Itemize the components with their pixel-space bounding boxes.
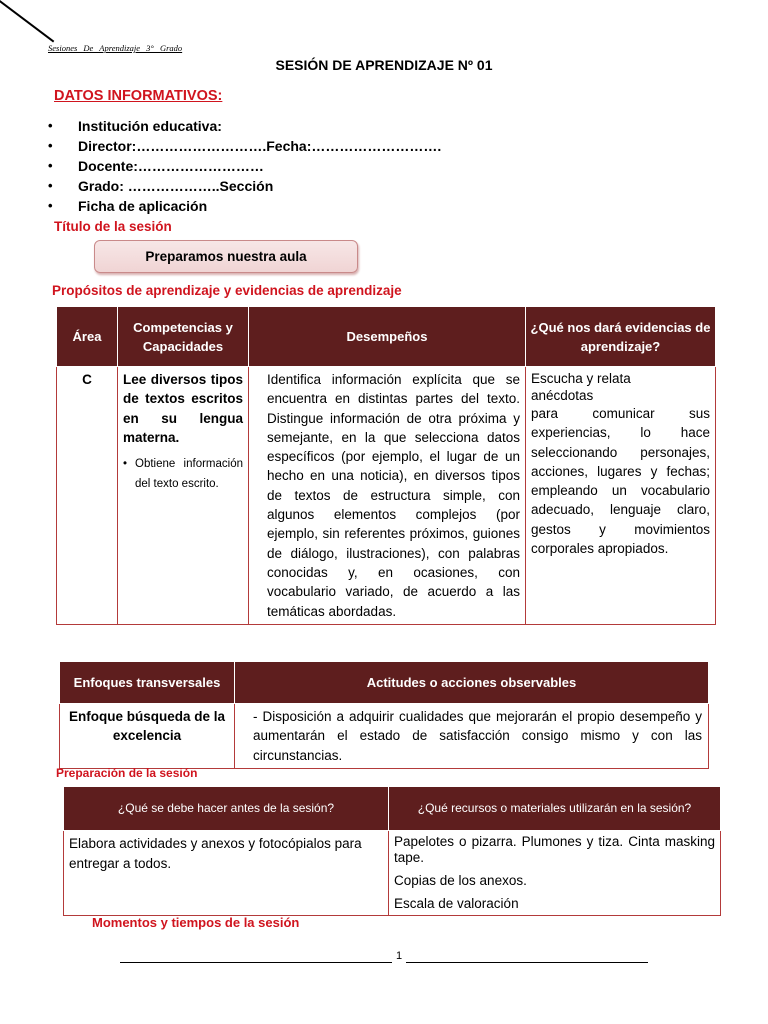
document-title: SESIÓN DE APRENDIZAJE Nº 01 bbox=[275, 57, 493, 73]
bullet-icon: • bbox=[48, 178, 53, 193]
bullet-icon: • bbox=[123, 458, 128, 471]
header-antes: ¿Qué se debe hacer antes de la sesión? bbox=[64, 787, 389, 831]
datos-informativos-heading: DATOS INFORMATIVOS: bbox=[54, 88, 223, 104]
header-recursos: ¿Qué recursos o materiales utilizarán en la sesión? bbox=[389, 787, 721, 831]
enfoques-table bbox=[59, 661, 709, 769]
preparacion-table bbox=[63, 786, 721, 916]
enfoque-cell: Enfoque búsqueda de la excelencia bbox=[60, 704, 235, 769]
datos-item: • Grado: ………………..Sección bbox=[48, 178, 441, 198]
datos-item: • Director:……………………….Fecha:………………………. bbox=[48, 138, 441, 158]
datos-item: • Docente:……………………… bbox=[48, 158, 441, 178]
datos-item: • Institución educativa: bbox=[48, 118, 441, 138]
preparacion-heading: Preparación de la sesión bbox=[56, 766, 198, 780]
propositos-table bbox=[56, 306, 716, 625]
momentos-heading: Momentos y tiempos de la sesión bbox=[92, 915, 300, 930]
evidencia-text: para comunicar sus experiencias, lo hace seleccionando personajes, acciones, lugares y fechas; empleando un vocabulario adecuado, lenguaje claro, gestos y movimientos corporales apropiados. bbox=[531, 406, 710, 557]
bullet-icon: • bbox=[48, 138, 53, 153]
header-actitudes: Actitudes o acciones observables bbox=[235, 662, 709, 704]
evidencias-cell bbox=[526, 367, 716, 625]
bullet-icon: • bbox=[48, 198, 53, 213]
recurso-item: Escala de valoración bbox=[394, 896, 519, 911]
page-number: 1 bbox=[395, 950, 403, 962]
titulo-sesion-label: Título de la sesión bbox=[54, 219, 172, 234]
competencia-text: Lee diversos tipos de textos escritos en su lengua materna. bbox=[123, 372, 243, 445]
footer-rule-right bbox=[406, 950, 648, 963]
recursos-cell bbox=[389, 831, 721, 916]
header-enfoques: Enfoques transversales bbox=[60, 662, 235, 704]
datos-list bbox=[48, 118, 441, 218]
bullet-icon: • bbox=[48, 158, 53, 173]
area-cell: C bbox=[57, 367, 118, 625]
competencias-cell bbox=[118, 367, 249, 625]
header-evidencias: ¿Qué nos dará evidencias de aprendizaje? bbox=[526, 307, 716, 367]
bullet-icon: • bbox=[48, 118, 53, 133]
header-competencias: Competencias y Capacidades bbox=[118, 307, 249, 367]
antes-cell: Elabora actividades y anexos y fotocópialos para entregar a todos. bbox=[64, 831, 389, 916]
propositos-heading: Propósitos de aprendizaje y evidencias de aprendizaje bbox=[52, 283, 402, 298]
page-footer bbox=[0, 950, 768, 963]
recurso-item: Papelotes o pizarra. Plumones y tiza. Cinta masking tape. bbox=[394, 834, 715, 865]
recurso-item: Copias de los anexos. bbox=[394, 873, 527, 888]
footer-rule-left bbox=[120, 950, 392, 963]
session-title-box: Preparamos nuestra aula bbox=[94, 240, 358, 273]
header-area: Área bbox=[57, 307, 118, 367]
header-note: Sesiones De Aprendizaje 3° Grado bbox=[48, 43, 183, 53]
evidencia-lead: Escucha y relata anécdotas bbox=[531, 371, 631, 403]
capacidad-item bbox=[123, 455, 243, 494]
datos-item: • Ficha de aplicación bbox=[48, 198, 441, 218]
header-desempenos: Desempeños bbox=[249, 307, 526, 367]
capacidad-text: Obtiene información del texto escrito. bbox=[135, 458, 243, 490]
desempenos-cell: Identifica información explícita que se encuentra en distintas partes del texto. Distingue información de otra próxima y semejante, en la que selecciona datos específicos (por ejemplo, el lugar de un hecho en una noticia), en diversos tipos de textos de estructura simple, con algunos elementos complejos (por ejemplo, sin referentes próximos, guiones de diálogo, ilustraciones), con palabras conocidas y, en ocasiones, con vocabulario variado, de acuerdo a las temáticas abordadas. bbox=[249, 367, 526, 625]
actitud-cell: - Disposición a adquirir cualidades que mejorarán el propio desempeño y aumentarán el estado de satisfacción consigo mismo y con las circunstancias. bbox=[235, 704, 709, 769]
corner-decoration-line bbox=[0, 0, 54, 42]
